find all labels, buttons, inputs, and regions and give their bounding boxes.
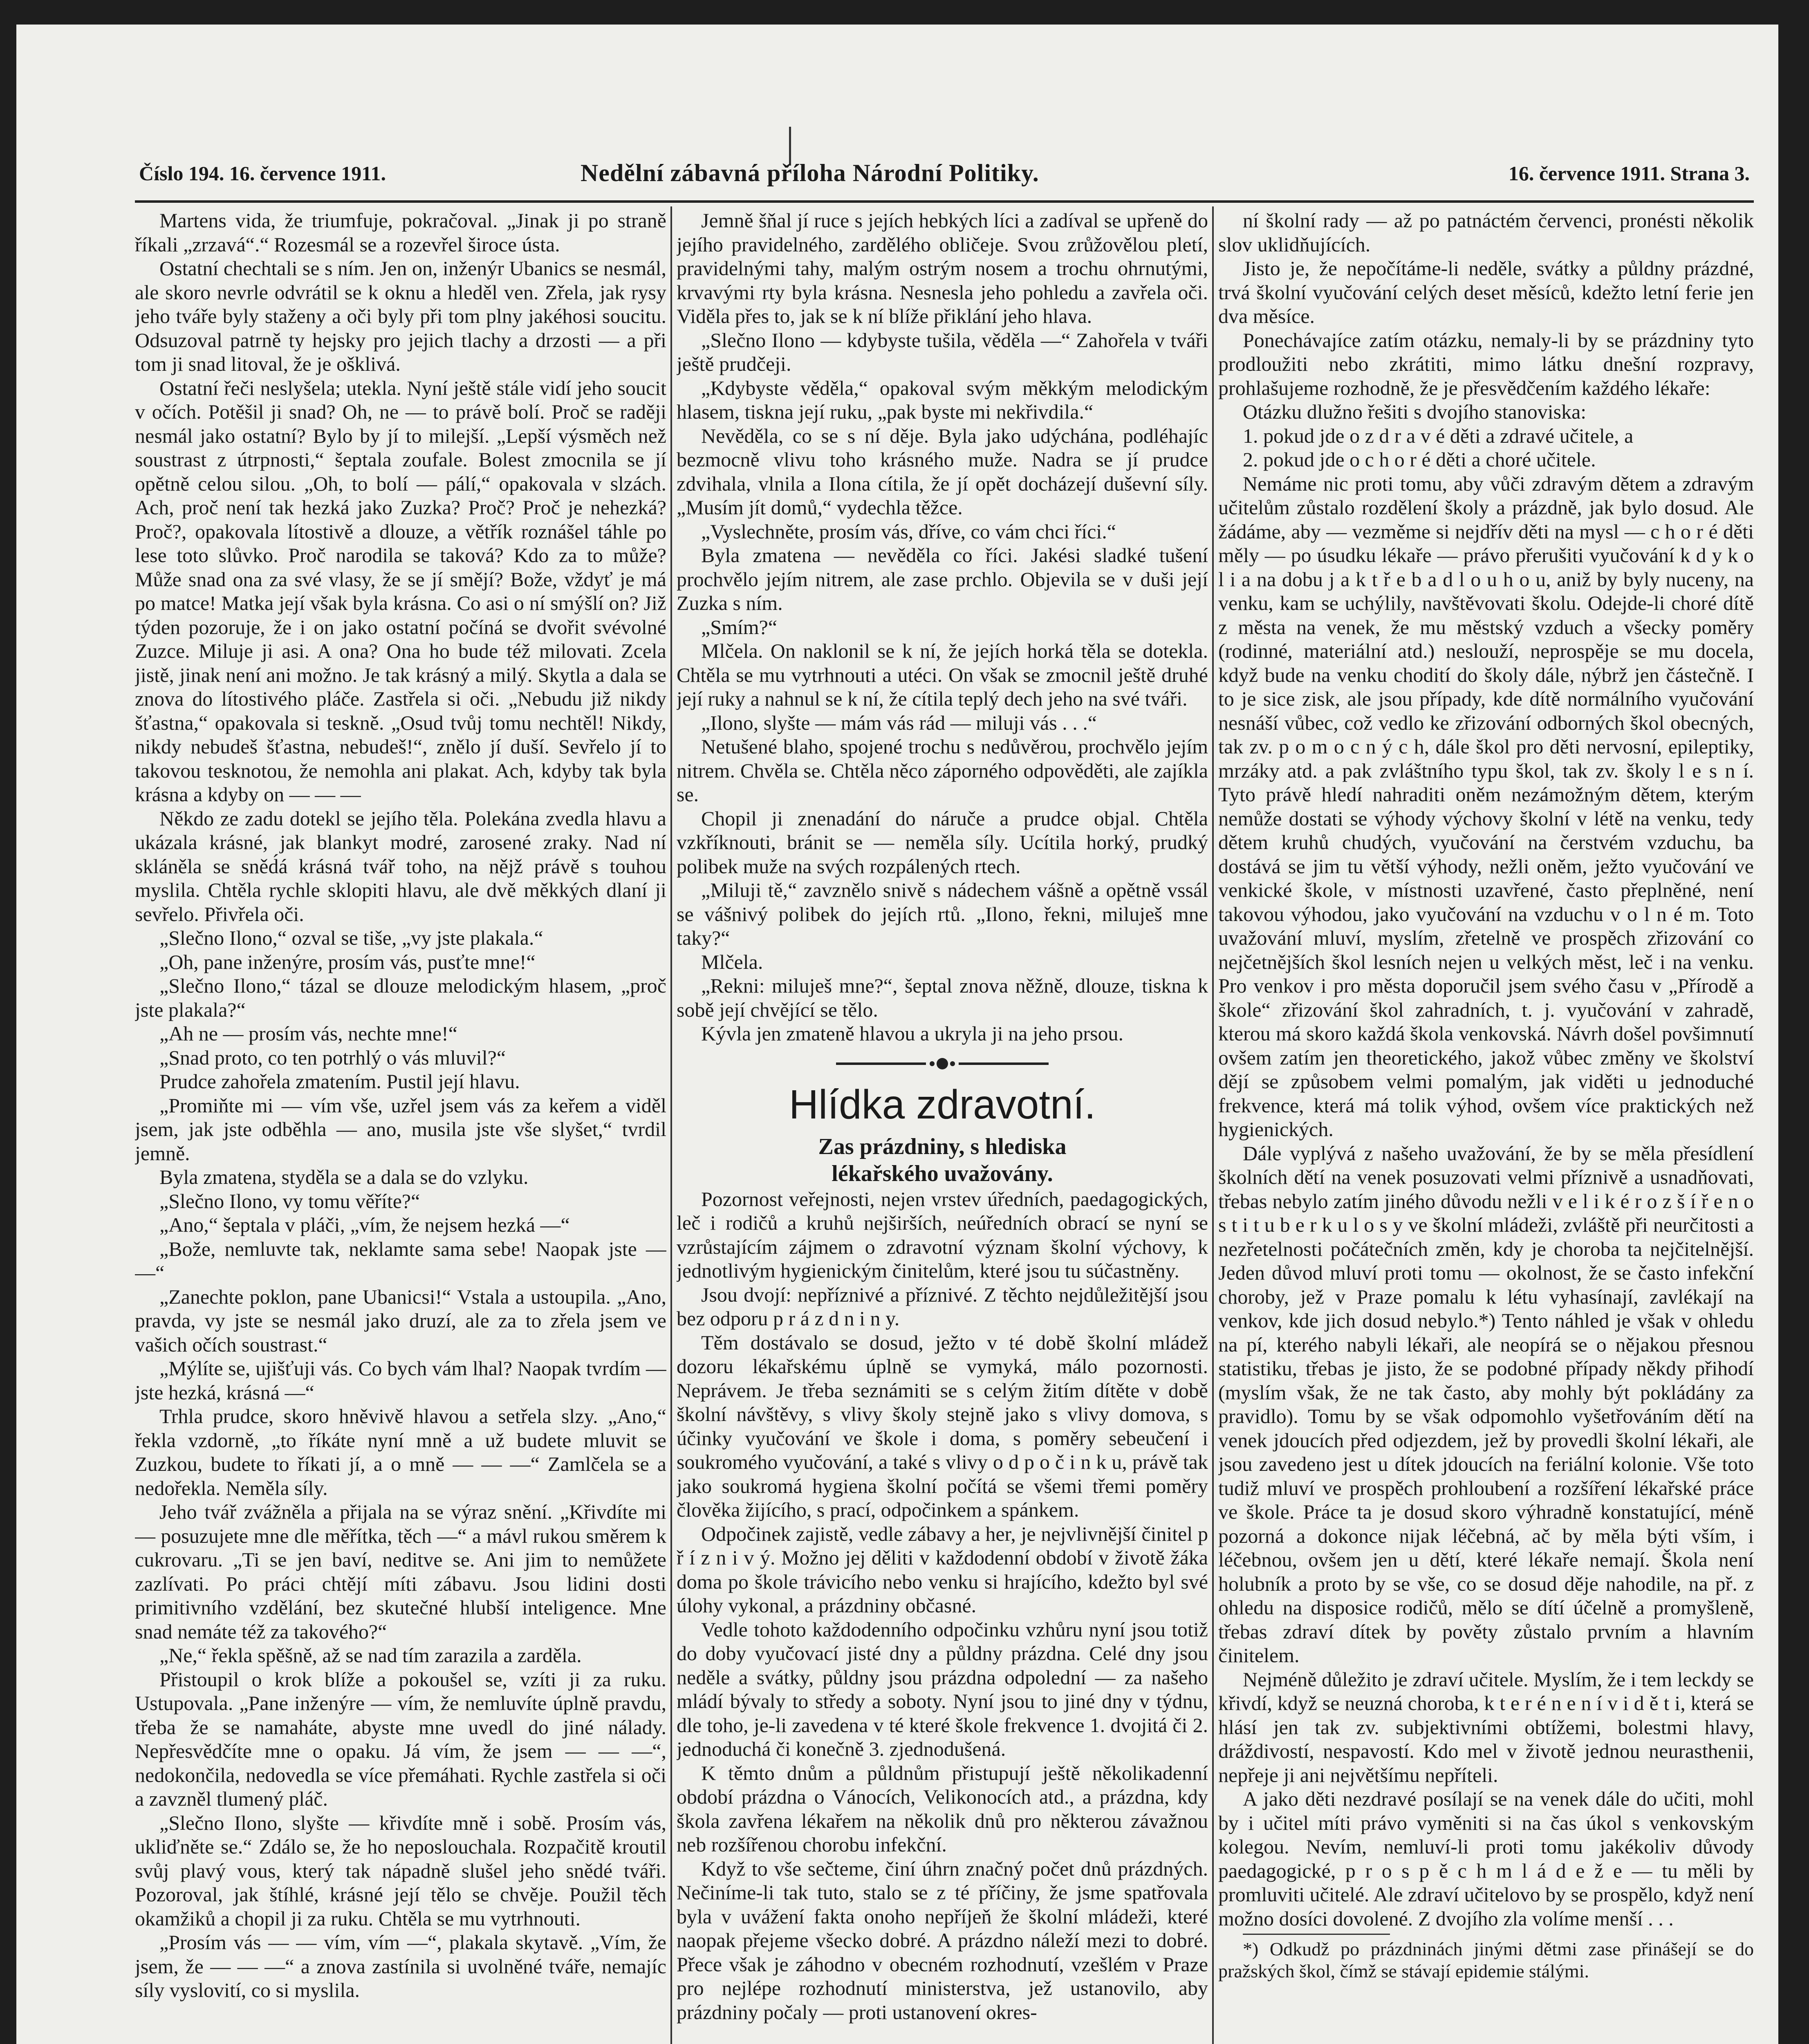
section-subtitle bbox=[677, 1133, 1208, 1187]
story-continuation bbox=[677, 208, 1208, 1046]
paragraph: „Oh, pane inženýre, prosím vás, pusťte mne!“ bbox=[159, 950, 536, 973]
paragraph: „Ilono, slyšte — mám vás rád — miluji vás . . .“ bbox=[701, 711, 1097, 734]
health-article-continuation bbox=[1218, 208, 1754, 1930]
subtitle-line: lékařského uvažovány. bbox=[832, 1161, 1053, 1186]
paragraph: „Slečno Ilono,“ ozval se tiše, „vy jste plakala.“ bbox=[159, 926, 543, 949]
paragraph: Mlčela. On naklonil se k ní, že jejích horká těla se dotekla. Chtěla se mu vytrhnouti a utéci. On však se zmocnil ještě druhé její ruky a nahnul se k ní, že cítila teplý dech jeho na své tváři. bbox=[677, 639, 1208, 710]
section-title: Hlídka zdravotní. bbox=[789, 1081, 1096, 1127]
column-left bbox=[135, 208, 666, 2044]
paragraph: 1. pokud jde o z d r a v é děti a zdravé učitele, a bbox=[1243, 424, 1634, 447]
paragraph: Byla zmatena — nevěděla co říci. Jakési sladké tušení prochvělo jejím nitrem, ale zase prchlo. Objevila se v duši její Zuzka s ním. bbox=[677, 544, 1208, 614]
header-issue: Číslo 194. 16. července 1911. bbox=[139, 162, 386, 185]
paragraph: „Ah ne — prosím vás, nechte mne!“ bbox=[159, 1022, 457, 1045]
paragraph: „Slečno Ilono, vy tomu věříte?“ bbox=[159, 1189, 420, 1213]
health-article bbox=[677, 1187, 1208, 2024]
paragraph: 2. pokud jde o c h o r é děti a choré učitele. bbox=[1243, 448, 1596, 471]
header-title: Nedělní zábavná příloha Národní Politiky. bbox=[581, 159, 1039, 186]
paragraph: Trhla prudce, skoro hněvivě hlavou a setřela slzy. „Ano,“ řekla vzdorně, „to říkáte nyní mně a už budete mluvit se Zuzkou, budete to říkati jí, a o mně — — —“ Zamlčela se a nedořekla. Neměla síly. bbox=[135, 1405, 666, 1499]
paragraph: Těm dostávalo se dosud, ježto v té době školní mládež dozoru lékařskému úplně se vymyká, málo pozornosti. Neprávem. Je třeba seznámiti se s celým žitím dítěte v době školní návštěvy, s vlivy školy stejně jako s vlivy domova, s účinky vyučování ve škole i doma, s poměry sebeučení i soukromého vyučování, a také s vlivy o d p o č i n k u, právě tak jako soukromá hygiena školní počítá se všemi třemi poměry člověka žijícího, s prací, odpočinkem a spánkem. bbox=[677, 1331, 1208, 1521]
paragraph: K těmto dnům a půldnům přistupují ještě několikadenní období prázdna o Vánocích, Velikonocích atd., a prázdna, kdy škola zavřena lékařem na několik dnů pro některou závažnou neb rozšířenou chorobu infekční. bbox=[677, 1761, 1208, 1856]
paragraph: Kývla jen zmateně hlavou a ukryla ji na jeho prsou. bbox=[701, 1022, 1124, 1045]
column-right bbox=[1218, 208, 1754, 2044]
paragraph: Jsou dvojí: nepříznivé a příznivé. Z těchto nejdůležitější jsou bez odporu p r á z d n i n y. bbox=[677, 1283, 1208, 1330]
newspaper-page bbox=[16, 25, 1778, 2044]
paragraph: „Mýlíte se, ujišťuji vás. Co bych vám lhal? Naopak tvrdím — jste hezká, krásná —“ bbox=[135, 1357, 666, 1404]
paragraph: Prudce zahořela zmatením. Pustil její hlavu. bbox=[159, 1070, 520, 1093]
paragraph: Ponechávajíce zatím otázku, nemaly-li by se prázdniny tyto prodloužiti nebo zkrátiti, mimo látku dnešní rozpravy, prohlašujeme rozhodně, že je přesvědčením každého lékaře: bbox=[1218, 328, 1754, 399]
column-middle bbox=[677, 208, 1208, 2044]
paragraph: Jisto je, že nepočítáme-li neděle, svátky a půldny prázdné, trvá školní vyučování celých deset měsíců, kdežto letní ferie jen dva měsíce. bbox=[1218, 257, 1754, 327]
paragraph: Jeho tvář zvážněla a přijala na se výraz snění. „Křivdíte mi — posuzujete mne dle měřítka, těch —“ a mávl rukou směrem k cukrovaru. „Ti se jen baví, neditve se. Ani jim to nemůžete zazlívati. Po práci chtějí míti zábavu. Jsou lidini dosti primitivního vzdělání, bez skutečné hlubší inteligence. Mne snad nemáte též za takového?“ bbox=[135, 1500, 666, 1643]
paragraph: „Slečno Ilono — kdybyste tušila, věděla —“ Zahořela v tváři ještě prudčeji. bbox=[677, 328, 1208, 375]
paragraph: A jako děti nezdravé posílají se na venek dále do učiti, mohl by i učitel míti právo vyměniti si na čas úkol s venkovským kolegou. Nevím, nemluví-li proti tomu jakékoliv důvody paedagogické, p r o s p ě c h m l á d e ž e — tu měli by promluviti učitelé. Ale zdraví učitelovo by se prospělo, když není možno dosíci dovolené. Z dvojího zla volíme menší . . . bbox=[1218, 1787, 1754, 1930]
paragraph: Nemáme nic proti tomu, aby vůči zdravým dětem a zdravým učitelům zůstalo rozdělení školy a prázdně, jak bylo dosud. Ale žádáme, aby — vezměme si nejdřív děti na mysl — c h o r é děti měly — po úsudku lékaře — právo přerušiti vyučování k d y k o l i a na dobu j a k t ř e b a d l o u h o u, aniž by byly nuceny, na venku, kam se uchýlily, navštěvovati školu. Odejde-li choré dítě z města na venek, že mu městský vzduch a všecky poměry (rodinné, materiální atd.) neslouží, neprospěje se mu docela, když bude na venku chodití do školy dále, nýbrž jen částečně. I to je sice zisk, ale jsou případy, kde dítě normálního vyučování nesnáší vůbec, což vedlo ke zřizování odborných škol obecných, tak zv. p o m o c n ý c h, dále škol pro děti nervosní, epileptiky, mrzáky atd. a pak zvláštního typu škol, tak zv. školy l e s n í. Tyto právě hledí nahraditi oněm nezámožným dětem, kterým nemůže dostati se výhody výchovy školní v létě na venku, tedy dětem kruhů chudých, vyučování na čerstvém vzduchu, ba dostává se jim tu větší výhody, nežli oněm, ježto vyučování ve venkické škole, v místnosti uzavřené, často přeplněné, není takovou výhodou, jako vyučování na vzduchu v o l n é m. Toto uvažování mluví, myslím, zřetelně ve prospěch zřizování co nejčetnějších škol lesních nejen u velkých měst, leč i na venku. Pro venkov i pro města doporučil jsem svého času v „Přírodě a škole“ zřizování škol zahradních, t. j. vyučování v zahradě, kterou má skoro každá škola venkovská. Návrh došel povšimnutí ovšem zatím jen theoretického, jakož vůbec změny ve školství dějí se způsobem velmi pomalým, jak viděti u jednoduché frekvence, která má tolik výhod, ovšem více praktických než hygienických. bbox=[1218, 472, 1754, 1141]
paragraph: Přistoupil o krok blíže a pokoušel se, vzíti ji za ruku. Ustupovala. „Pane inženýre — vím, že nemluvíte úplně pravdu, třeba že se namaháte, abyste mne uvedl do jiné nálady. Nepřesvědčíte mne o opaku. Já vím, že jsem — — —“, nedokončila, nedovedla se více přemáhati. Rychle zastřela si oči a zavzněl tlumený pláč. bbox=[135, 1667, 666, 1810]
paragraph: Chopil ji znenadání do náruče a prudce objal. Chtěla vzkříknouti, bránit se — neměla síly. Ucítila horký, prudký polibek muže na svých rozpálených rtech. bbox=[677, 807, 1208, 878]
header-rule bbox=[135, 200, 1754, 203]
paragraph: Jemně šňal jí ruce s jejích hebkých líci a zadíval se upřeně do jejího pravidelného, zardělého obličeje. Svou zrůžovělou pletí, pravidelnými tahy, malým ostrým nosem a trochu ohrnutými, krvavými rty byla krásna. Nesnesla jeho pohledu a zavřela oči. Viděla přes to, jak se k ní blíže přiklání jeho hlava. bbox=[677, 209, 1208, 327]
paragraph: Martens vida, že triumfuje, pokračoval. „Jinak ji po straně říkali „zrzavá“.“ Rozesmál se a rozevřel široce ústa. bbox=[135, 209, 666, 256]
paragraph: Odpočinek zajistě, vedle zábavy a her, je nejvlivnější činitel p ř í z n i v ý. Možno jej děliti v každodenní období v životě žáka doma po škole trávicího nebo venku si hrajícího, kdežto byl své úlohy vykonal, a prázdniny občasné. bbox=[677, 1522, 1208, 1617]
paragraph: „Bože, nemluvte tak, neklamte sama sebe! Naopak jste — —“ bbox=[135, 1237, 666, 1284]
paragraph: ní školní rady — až po patnáctém červenci, pronésti několik slov uklidňujících. bbox=[1218, 209, 1754, 256]
ornament-divider bbox=[828, 1056, 1057, 1072]
paragraph: „Miluji tě,“ zavznělo snivě s nádechem vášně a opětně vssál se vášnivý polibek do jejích rtů. „Ilono, řekni, miluješ mne taky?“ bbox=[677, 879, 1208, 949]
paragraph: Když to vše sečteme, činí úhrn značný počet dnů prázdných. Nečiníme-li tak tuto, stalo se z té příčiny, že jsme spatřovala byla v uvážení fakta onoho nepříjeň že školní mládeži, které naopak přejeme všecko dobré. A prázdno náleží mezi to dobré. Přece však je záhodno v obecném rozhodnutí, vzešlém v Praze pro nejlépe rozhodnutí ministerstva, jež ustanovilo, aby prázdniny počaly — proti ustanovení okres- bbox=[677, 1857, 1208, 2024]
paragraph: Dále vyplývá z našeho uvažování, že by se měla přesídlení školních dětí na venek posuzovati velmi příznivě a usnadňovati, třebas nebylo zatím jiného důvodu nežli v e l i k é r o z š í ř e n o s t i t u b e r k u l o s y ve školní mládeži, zvláště při neurčitosti a nezřetelnosti počátečních změn, kdy je choroba ta nejčitelnější. Jeden důvod mluví proti tomu — okolnost, že se často infekční choroby, jež v Praze pomalu k létu vyhasínají, zavlékají na venkov, kde jich dosud nebylo.*) Tento náhled je však v ohledu na pí, kterého nabyli lékaři, ale neopírá se o nějakou přesnou statistiku, třebas je jisto, že se podobné případy někdy přihodí (myslím však, že ne tak často, aby mohly být pokládány za pravidlo). Tomu by se však odpomohlo vyšetřováním dětí na venek jdoucích před odjezdem, jež by provedli školní lékaři, ale jsou zavedeno jest u dítek jdoucích na feriální kolonie. Vše toto tudiž mluví ve prospěch prohloubení a rozšíření lékařské práce ve škole. Práce ta je dosud skoro výhradně konstatující, méně pozorná a dokonce nijak léčebná, ač by měla býti vším, i léčebnou, ovšem jen u dětí, které lékaře nemají. Škola není holubník a proto by se vše, co se dosud děje nahodile, na př. z ohledu na disposice rodičů, mělo se dítí účelně a promyšleně, třebas zdraví dítek by pověty zůstalo prvním a hlavním činitelem. bbox=[1218, 1141, 1754, 1667]
paragraph: Netušené blaho, spojené trochu s nedůvěrou, prochvělo jejím nitrem. Chvěla se. Chtěla něco záporného odpověděti, ale zajíkla se. bbox=[677, 735, 1208, 806]
paragraph: Nevěděla, co se s ní děje. Byla jako udýchána, podléhajíc bezmocně vlivu toho krásného muže. Nadra se jí prudce zdvihala, vlnila a Ilona cítila, že jí opět docházejí duševní síly. „Musím jít domů,“ vydechla těžce. bbox=[677, 424, 1208, 519]
paragraph: „Vyslechněte, prosím vás, dříve, co vám chci říci.“ bbox=[701, 520, 1116, 543]
subtitle-line: Zas prázdniny, s hlediska bbox=[818, 1134, 1067, 1159]
paragraph: „Slečno Ilono,“ tázal se dlouze melodickým hlasem, „proč jste plakala?“ bbox=[135, 974, 666, 1021]
header-date-page: 16. července 1911. Strana 3. bbox=[1508, 162, 1750, 185]
paragraph: Někdo ze zadu dotekl se jejího těla. Polekána zvedla hlavu a ukázala krásné, jak blankyt modré, zarosené zraky. Nad ní skláněla se sněd́á krásná tvář toho, na nějž právě s touhou myslila. Chtěla rychle sklopiti hlavu, ale dvě měkkých dlaní ji sevřelo. Přivřela oči. bbox=[135, 807, 666, 926]
paragraph: Ostatní chechtali se s ním. Jen on, inženýr Ubanics se nesmál, ale skoro nevrle odvrátil se k oknu a hleděl ven. Zřela, jak rysy jeho tváře byly staženy a oči byly při tom plny jakéhosi soucitu. Odsuzoval patrně ty hejsky pro jejich tlachy a drzosti — a při tom ji snad litoval, že je ošklivá. bbox=[135, 257, 666, 375]
paragraph: „Slečno Ilono, slyšte — křivdíte mně i sobě. Prosím vás, ukliďněte se.“ Zdálo se, že ho neposlouchala. Rozpačitě kroutil svůj plavý vous, který tak nápadně slušel jeho snědé tváři. Pozoroval, jak štíhlé, krásné její tělo se chvěje. Použil těch okamžiků a chopil ji za ruku. Chtěla se mu vytrhnouti. bbox=[135, 1811, 666, 1930]
paragraph: Pozornost veřejnosti, nejen vrstev úředních, paedagogických, leč i rodičů a kruhů nejširších, neúředních obrací se nyní se vzrůstajícím zájmem o zdravotní význam školní výchovy, k jednotlivým hygienickým činitelům, které jsou tu súčastněny. bbox=[677, 1187, 1208, 1282]
paragraph: „Rekni: miluješ mne?“, šeptal znova něžně, dlouze, tiskna k sobě její chvějící se tělo. bbox=[677, 974, 1208, 1021]
paragraph: „Ano,“ šeptala v pláči, „vím, že nejsem hezká —“ bbox=[159, 1213, 570, 1236]
paragraph: „Smím?“ bbox=[701, 615, 778, 639]
paragraph: „Promiňte mi — vím vše, uzřel jsem vás za keřem a viděl jsem, jak jste odběhla — ano, musila jste vše slyšet,“ tvrdil jemně. bbox=[135, 1094, 666, 1165]
paragraph: „Kdybyste věděla,“ opakoval svým měkkým melodickým hlasem, tiskna její ruku, „pak byste mi nekřivdila.“ bbox=[677, 376, 1208, 423]
page-header bbox=[139, 161, 1750, 198]
paragraph: „Zanechte poklon, pane Ubanicsi!“ Vstala a ustoupila. „Ano, pravda, vy jste se nesmál jako druzí, ale za to zřela jsem ve vašich očích soustrast.“ bbox=[135, 1285, 666, 1356]
paragraph: „Prosím vás — — vím, vím —“, plakala skytavě. „Vím, že jsem, že — — —“ a znova zastínila si uvolněné tváře, nemajíc síly vyslovití, co si myslila. bbox=[135, 1931, 666, 2001]
column-separator bbox=[670, 206, 672, 2044]
paragraph: Otázku dlužno řešiti s dvojího stanoviska: bbox=[1243, 400, 1587, 423]
paragraph: „Snad proto, co ten potrhlý o vás mluvil?“ bbox=[159, 1046, 506, 1069]
paragraph: Mlčela. bbox=[701, 950, 763, 973]
footnote-rule bbox=[1243, 1934, 1390, 1935]
paragraph: Byla zmatena, styděla se a dala se do vzlyku. bbox=[159, 1165, 529, 1188]
paragraph: „Ne,“ řekla spěšně, až se nad tím zarazila a zarděla. bbox=[159, 1644, 582, 1667]
paragraph: Vedle tohoto každodenního odpočinku vzhůru nyní jsou totiž do doby vyučovací jisté dny a půldny prázdna. Celé dny jsou neděle a svátky, půldny jsou prázdna odpolední — za našeho mládí bývaly to středy a soboty. Nyní jsou to jiné dny v týdnu, dle toho, je-li zavedena v té které škole frekvence 1. dvojitá či 2. jednoduchá či konečně 3. zjednodušená. bbox=[677, 1618, 1208, 1760]
footnote: *) Odkudž po prázdninách jinými dětmi zase přinášejí se do pražských škol, čímž se stávají epidemie stálými. bbox=[1218, 1939, 1754, 1981]
column-separator bbox=[1212, 206, 1214, 2044]
paragraph: Nejméně důležito je zdraví učitele. Myslím, že i tem leckdy se křivdí, když se neuzná choroba, k t e r é n e n í v i d ě t i, která se hlásí jen tak zv. subjektivními obtížemi, bolestmi hlavy, dráždivostí, nespavostí. Kdo mel v životě jednou neurasthenii, nepřeje ji ani největšímu nepříteli. bbox=[1218, 1667, 1754, 1786]
paragraph: Ostatní řeči neslyšela; utekla. Nyní ještě stále vidí jeho soucit v očích. Potěšil ji snad? Oh, ne — to právě bolí. Proč se raději nesmál jako ostatní? Bylo by jí to milejší. „Lepší výsměch než soustrast z útrpnosti,“ šeptala zoufale. Bolest zmocnila se jí opětně celou silou. „Oh, to bolí — pálí,“ opakovala v slzách. Ach, proč není tak hezká jako Zuzka? Proč? Proč je nehezká? Proč?, opakovala lítostivě a dlouze, a větřík roznášel táhle po lese toto slůvko. Proč narodila se taková? Kdo za to může? Může snad ona za své vlasy, že se jí smějí? Bože, vždyť je má po matce! Matka její však byla krásna. Co asi o ní smýšlí on? Již týden pozoruje, že i on jako ostatní počíná se dvořit svévolné Zuzce. Miluje ji asi. A ona? Ona ho bude též milovati. Zcela jistě, jinak není ani možno. Je tak krásný a milý. Skytla a dala se znova do lítostivého pláče. Zastřela si oči. „Nebudu již nikdy šťastna,“ opakovala si teskně. „Osud tvůj tomu nechtěl! Nikdy, nikdy nebudeš šťastna, nebudeš!“, znělo jí duší. Sevřelo jí to takovou tesknotou, že nemohla ani plakat. Ach, kdyby tak byla krásna a kdyby on — — — bbox=[135, 376, 666, 806]
